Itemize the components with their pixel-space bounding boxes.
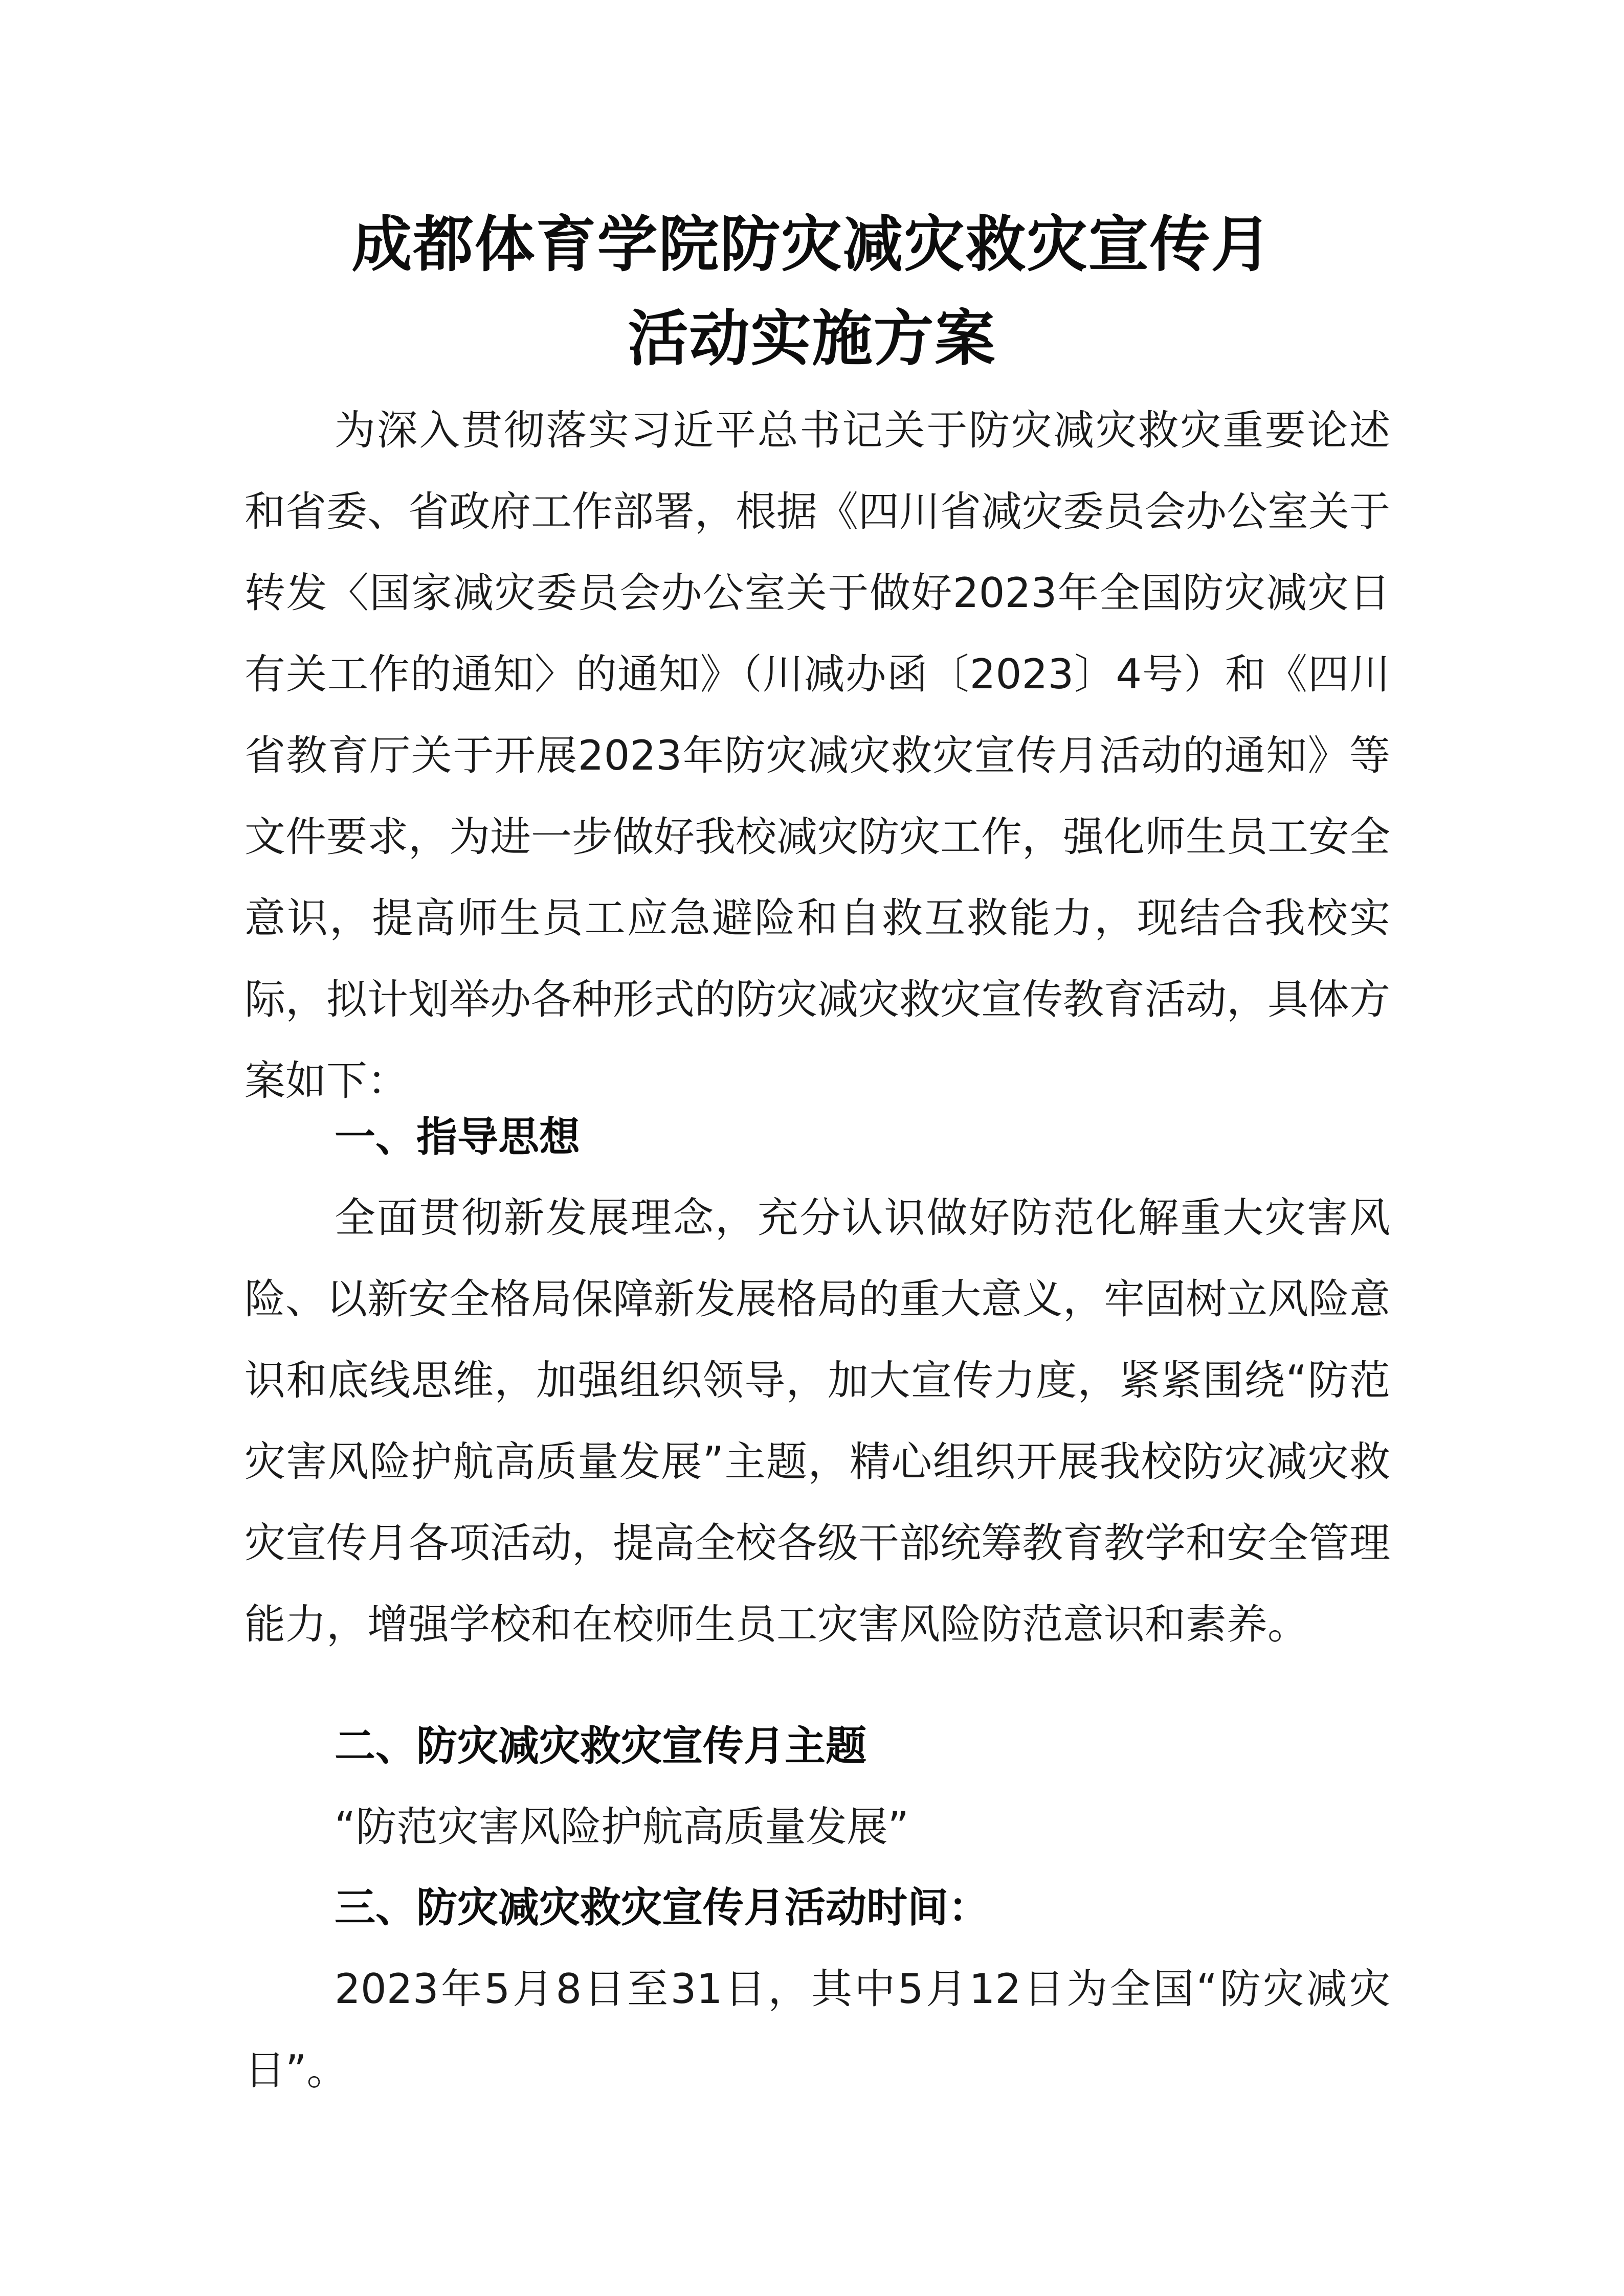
theme-paragraph: “防范灾害风险护航高质量发展” <box>335 1803 909 1851</box>
section-heading-activity-time: 三、防灾减灾救灾宣传月活动时间： <box>335 1884 989 1931</box>
section-heading-theme: 二、防灾减灾救灾宣传月主题 <box>335 1722 866 1770</box>
document-title-line2: 活动实施方案 <box>628 303 996 374</box>
activity-time-paragraph: 2023年5月8日至31日，其中5月12日为全国“防灾减灾日”。 <box>244 1965 1390 2094</box>
intro-paragraph: 为深入贯彻落实习近平总书记关于防灾减灾救灾重要论述和省委、省政府工作部署，根据《四川省减灾委员会办公室关于转发〈国家减灾委员会办公室关于做好2023年全国防灾减灾日有关工作的通知〉的通知》（川减办函〔2023〕4号）和《四川省教育厅关于开展2023年防灾减灾救灾宣传月活动的通知》等文件要求，为进一步做好我校减灾防灾工作，强化师生员工安全意识，提高师生员工应急避险和自救互救能力，现结合我校实际，拟计划举办各种形式的防灾减灾救灾宣传教育活动，具体方案如下： <box>244 407 1390 1105</box>
document-title-line1: 成都体育学院防灾减灾救灾宣传月 <box>351 209 1273 280</box>
section-heading-guiding-ideology: 一、指导思想 <box>335 1113 580 1161</box>
guiding-ideology-paragraph: 全面贯彻新发展理念，充分认识做好防范化解重大灾害风险、以新安全格局保障新发展格局的重大意义，牢固树立风险意识和底线思维，加强组织领导，加大宣传力度，紧紧围绕“防范灾害风险护航高质量发展”主题，精心组织开展我校防灾减灾救灾宣传月各项活动，提高全校各级干部统筹教育教学和安全管理能力，增强学校和在校师生员工灾害风险防范意识和素养。 <box>244 1194 1390 1648</box>
